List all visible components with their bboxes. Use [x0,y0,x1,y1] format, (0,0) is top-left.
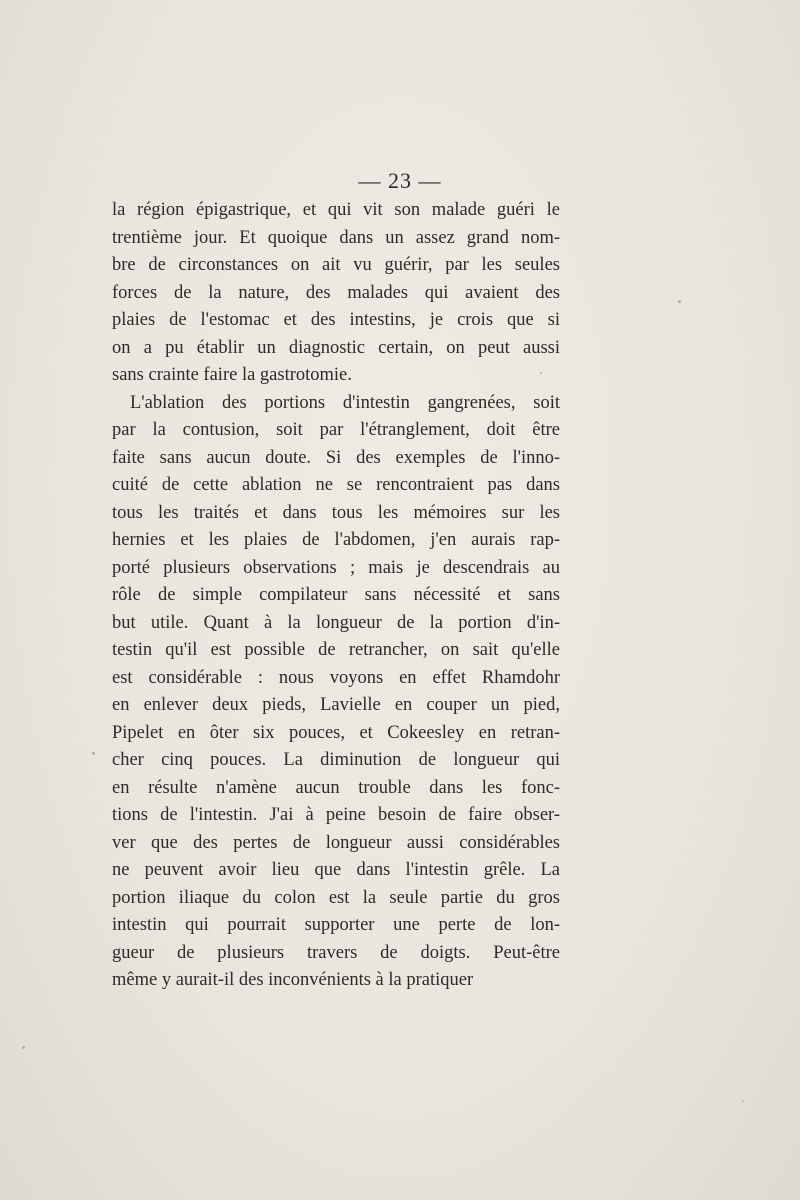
text-line: cuité de cette ablation ne se rencontraient pas dans [112,475,560,495]
text-line: en résulte n'amène aucun trouble dans les fonc- [112,777,560,798]
text-line: gueur de plusieurs travers de doigts. Peut-être [112,942,560,963]
text-line: rôle de simple compilateur sans nécessité et sans [112,585,560,605]
paper-speck [92,752,95,755]
text-line: ne peuvent avoir lieu que dans l'intestin grêle. La [112,860,560,880]
text-line: portion iliaque du colon est la seule partie du gros [112,887,560,908]
text-line: par la contusion, soit par l'étranglement, doit être [112,420,560,440]
text-line: cher cinq pouces. La diminution de longueur qui [112,750,560,770]
text-line: tions de l'intestin. J'ai à peine besoin de faire obser- [112,805,560,825]
text-line: but utile. Quant à la longueur de la portion d'in- [112,612,560,633]
text-line: trentième jour. Et quoique dans un assez grand nom- [112,227,560,248]
paper-speck [22,1046,25,1049]
text-line: hernies et les plaies de l'abdomen, j'en aurais rap- [112,530,560,550]
text-line: en enlever deux pieds, Lavielle en couper un pied, [112,695,560,715]
text-line: même y aurait-il des inconvénients à la pratiquer [112,970,474,990]
body-text [112,197,560,995]
paper-speck [540,372,542,374]
text-line: plaies de l'estomac et des intestins, je crois que si [112,310,560,330]
text-line: tous les traités et dans tous les mémoires sur les [112,502,560,523]
paper-speck [678,300,681,303]
paper-speck [742,1100,744,1102]
text-line: forces de la nature, des malades qui avaient des [112,282,560,303]
text-line: ver que des pertes de longueur aussi considérables [112,832,560,853]
text-line: Pipelet en ôter six pouces, et Cokeesley en retran- [112,722,560,743]
text-line: est considérable : nous voyons en effet Rhamdohr [112,667,560,688]
text-line: L'ablation des portions d'intestin gangrenées, soit [130,392,560,413]
text-line: faite sans aucun doute. Si des exemples de l'inno- [112,447,560,468]
text-line: bre de circonstances on ait vu guérir, par les seules [112,255,560,275]
text-line: sans crainte faire la gastrotomie. [112,365,352,385]
text-line: porté plusieurs observations ; mais je descendrais au [112,557,560,578]
text-line: la région épigastrique, et qui vit son malade guéri le [112,200,560,220]
text-line: intestin qui pourrait supporter une perte de lon- [112,915,560,935]
page-number: — 23 — [358,168,442,193]
text-line: testin qu'il est possible de retrancher, on sait qu'elle [112,640,560,660]
text-line: on a pu établir un diagnostic certain, on peut aussi [112,337,560,358]
